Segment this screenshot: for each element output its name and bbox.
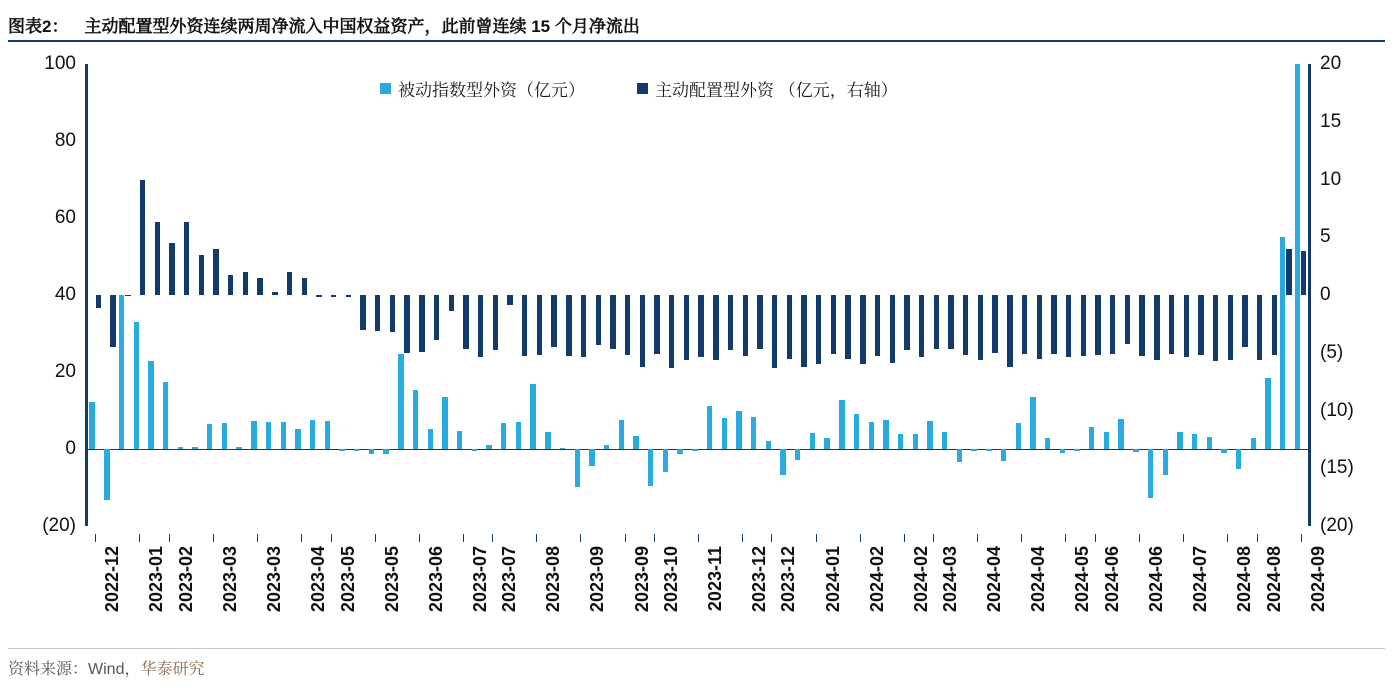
- bar-passive: [192, 447, 197, 449]
- bar-active: [493, 295, 498, 350]
- bar-passive: [457, 431, 462, 449]
- chart-legend: [380, 76, 898, 101]
- bar-active: [140, 180, 145, 296]
- bar-passive: [398, 354, 403, 449]
- right-axis-tick-label: (20): [1320, 515, 1354, 536]
- x-axis-tick: [771, 534, 772, 542]
- left-axis-tick-label: 60: [54, 207, 76, 228]
- bar-passive: [913, 434, 918, 449]
- bar-passive: [1045, 438, 1050, 449]
- bar-passive: [354, 449, 359, 451]
- bar-active: [566, 295, 571, 356]
- bar-passive: [325, 421, 330, 449]
- bar-passive: [1074, 449, 1079, 451]
- x-axis-tick-label: 2023-04: [308, 546, 329, 613]
- bar-active: [110, 295, 115, 347]
- bar-active: [96, 295, 101, 308]
- bar-active: [390, 295, 395, 332]
- x-axis-labels: [88, 534, 1328, 654]
- bar-passive: [575, 449, 580, 487]
- bar-active: [640, 295, 645, 367]
- bar-active: [375, 295, 380, 331]
- right-axis-tick-label: 20: [1320, 53, 1342, 74]
- bar-passive: [104, 449, 109, 500]
- bar-passive: [134, 322, 139, 449]
- x-axis-tick-label: 2024-04: [1028, 546, 1049, 613]
- bar-passive: [1118, 419, 1123, 449]
- bar-active: [360, 295, 365, 330]
- x-axis-tick-label: 2023-11: [705, 546, 725, 612]
- left-axis-tick-label: 100: [44, 53, 76, 74]
- x-axis-tick-label: 2023-07: [499, 546, 520, 613]
- bar-active: [787, 295, 792, 359]
- bar-passive: [516, 422, 521, 449]
- right-axis-tick-label: (10): [1320, 399, 1354, 421]
- source-brand: 华泰研究: [140, 661, 205, 678]
- bar-active: [272, 292, 277, 295]
- bar-active: [978, 295, 983, 360]
- x-axis-tick: [816, 534, 817, 542]
- bar-passive: [1001, 449, 1006, 461]
- bar-passive: [1265, 378, 1270, 449]
- plot-area: [42, 53, 1354, 536]
- bar-active: [596, 295, 601, 345]
- bar-passive: [751, 417, 756, 449]
- bar-active: [1154, 295, 1159, 360]
- bar-passive: [1280, 237, 1285, 449]
- x-axis-tick-label: 2023-03: [264, 546, 285, 613]
- bar-active: [963, 295, 968, 355]
- bar-passive: [1016, 423, 1021, 449]
- bar-passive: [677, 449, 682, 454]
- bar-active: [1037, 295, 1042, 359]
- bar-active: [551, 295, 556, 347]
- x-axis-tick-label: 2024-05: [1072, 546, 1093, 613]
- bar-passive: [1207, 437, 1212, 449]
- right-axis-line: [1308, 64, 1311, 526]
- bar-passive: [810, 433, 815, 449]
- bar-passive: [795, 449, 800, 460]
- bar-passive: [163, 382, 168, 449]
- bar-passive: [736, 411, 741, 449]
- x-axis-tick: [492, 534, 493, 542]
- bar-active: [419, 295, 424, 352]
- bar-passive: [1192, 434, 1197, 449]
- bar-active: [610, 295, 615, 349]
- bar-passive: [148, 361, 153, 449]
- bar-passive: [824, 438, 829, 449]
- x-axis-tick-label: 2024-02: [910, 546, 931, 613]
- bar-active: [449, 295, 454, 311]
- bar-passive: [927, 421, 932, 449]
- bar-active: [331, 295, 336, 297]
- bar-active: [831, 295, 836, 354]
- x-axis-tick-label: 2023-07: [469, 546, 490, 613]
- bar-active: [713, 295, 718, 360]
- bar-passive: [1089, 427, 1094, 449]
- bar-active: [1095, 295, 1100, 355]
- x-axis-tick: [213, 534, 214, 542]
- bar-active: [684, 295, 689, 360]
- bar-active: [302, 278, 307, 295]
- x-axis-tick-label: 2024-04: [984, 546, 1005, 613]
- bar-active: [919, 295, 924, 357]
- bar-active: [860, 295, 865, 364]
- bar-active: [669, 295, 674, 368]
- left-axis-tick-label: 80: [54, 130, 76, 151]
- bar-passive: [898, 434, 903, 449]
- bar-active: [581, 295, 586, 357]
- x-axis-tick: [654, 534, 655, 542]
- bar-active: [992, 295, 997, 353]
- x-axis-tick: [301, 534, 302, 542]
- x-axis-tick: [536, 534, 537, 542]
- x-axis-tick: [742, 534, 743, 542]
- bar-passive: [942, 432, 947, 449]
- bar-passive: [780, 449, 785, 475]
- figure-number: 图表2：: [8, 16, 69, 36]
- bar-passive: [1163, 449, 1168, 475]
- legend-label-active: 主动配置型外资 （亿元，右轴）: [655, 81, 898, 100]
- x-axis-tick-label: 2023-12: [749, 546, 770, 613]
- legend-swatch-icon-passive: [380, 83, 391, 94]
- bar-active: [507, 295, 512, 305]
- x-axis-tick-label: 2023-09: [631, 546, 652, 613]
- bar-active: [698, 295, 703, 357]
- x-axis-tick: [1227, 534, 1228, 542]
- x-axis-tick-label: 2023-01: [146, 546, 167, 613]
- x-axis-tick: [331, 534, 332, 542]
- bar-passive: [266, 422, 271, 449]
- x-axis-tick-label: 2023-08: [543, 546, 564, 613]
- bar-active: [625, 295, 630, 355]
- right-axis-tick-label: (5): [1320, 341, 1344, 363]
- bar-active: [948, 295, 953, 349]
- x-axis-tick: [904, 534, 905, 542]
- bar-passive: [1295, 64, 1300, 449]
- bar-passive: [604, 445, 609, 449]
- bar-active: [934, 295, 939, 349]
- legend-item-active: [637, 76, 898, 101]
- x-axis-tick-label: 2022-12: [102, 546, 123, 613]
- page-title: 主动配置型外资连续两周净流入中国权益资产，此前曾连续 15 个月净流出: [84, 16, 640, 36]
- bar-passive: [589, 449, 594, 466]
- right-axis-tick-label: 15: [1320, 110, 1342, 132]
- bar-active: [1198, 295, 1203, 355]
- bar-active: [757, 295, 762, 349]
- bar-passive: [1148, 449, 1153, 498]
- bar-active: [404, 295, 409, 353]
- x-axis-tick-label: 2024-06: [1145, 546, 1166, 613]
- x-axis-tick: [1257, 534, 1258, 542]
- chart-title-bar: [8, 8, 1385, 42]
- bar-active: [1228, 295, 1233, 360]
- bar-active: [478, 295, 483, 357]
- bar-passive: [854, 414, 859, 449]
- bar-passive: [295, 429, 300, 449]
- bar-active: [243, 272, 248, 295]
- x-axis-tick: [169, 534, 170, 542]
- bar-passive: [442, 397, 447, 449]
- x-axis-tick-label: 2023-10: [660, 546, 681, 613]
- bar-active: [743, 295, 748, 356]
- bar-active: [316, 295, 321, 297]
- bar-active: [654, 295, 659, 354]
- x-axis-tick-label: 2024-07: [1190, 546, 1211, 613]
- bar-passive: [545, 432, 550, 449]
- x-axis-tick: [1021, 534, 1022, 542]
- bar-active: [801, 295, 806, 367]
- source-value: Wind，: [88, 661, 141, 678]
- bar-active: [537, 295, 542, 355]
- bar-active: [772, 295, 777, 368]
- bar-passive: [222, 423, 227, 449]
- x-axis-tick-label: 2023-06: [425, 546, 446, 613]
- x-axis-tick-label: 2024-08: [1234, 546, 1255, 613]
- x-axis-tick-label: 2023-05: [381, 546, 402, 613]
- bar-passive: [89, 402, 94, 449]
- bar-passive: [986, 449, 991, 451]
- bar-active: [1051, 295, 1056, 354]
- bar-active: [1081, 295, 1086, 356]
- bar-passive: [883, 420, 888, 449]
- x-axis-tick: [698, 534, 699, 542]
- bar-active: [1125, 295, 1130, 344]
- bar-active: [228, 275, 233, 295]
- bar-active: [816, 295, 821, 364]
- bar-active: [1022, 295, 1027, 354]
- legend-swatch-icon-active: [637, 83, 648, 94]
- bar-passive: [501, 423, 506, 449]
- right-axis-tick-label: 10: [1320, 168, 1342, 190]
- bar-passive: [310, 420, 315, 449]
- bar-active: [1242, 295, 1247, 347]
- bar-active: [125, 295, 130, 297]
- bar-passive: [119, 295, 124, 449]
- source-note: [8, 656, 205, 679]
- bar-active: [287, 272, 292, 295]
- bar-active: [1184, 295, 1189, 357]
- bar-active: [213, 249, 218, 295]
- x-axis-tick-label: 2024-06: [1101, 546, 1122, 613]
- right-axis-tick-label: (15): [1320, 457, 1354, 479]
- bar-passive: [1221, 449, 1226, 453]
- source-prefix: 资料来源：: [8, 661, 89, 678]
- bar-passive: [957, 449, 962, 462]
- bars-layer: [88, 64, 1308, 526]
- bar-active: [1169, 295, 1174, 354]
- bar-passive: [207, 424, 212, 449]
- x-axis-tick-label: 2023-03: [219, 546, 240, 613]
- x-axis-tick: [419, 534, 420, 542]
- bar-active: [875, 295, 880, 356]
- x-axis-tick: [860, 534, 861, 542]
- x-axis-tick-label: 2023-05: [337, 546, 358, 613]
- bar-active: [257, 278, 262, 295]
- x-axis-tick: [933, 534, 934, 542]
- legend-label-passive: 被动指数型外资（亿元）: [398, 81, 585, 100]
- bar-active: [522, 295, 527, 356]
- bar-passive: [1177, 432, 1182, 449]
- bar-passive: [530, 384, 535, 449]
- x-axis-tick: [1139, 534, 1140, 542]
- bar-active: [169, 243, 174, 295]
- bar-active: [184, 222, 189, 295]
- bar-active: [1007, 295, 1012, 367]
- bar-passive: [369, 449, 374, 454]
- bar-passive: [1133, 449, 1138, 452]
- bar-passive: [1060, 449, 1065, 453]
- left-axis-tick-label: (20): [42, 515, 76, 536]
- bar-active: [904, 295, 909, 350]
- bar-passive: [971, 449, 976, 451]
- bar-passive: [766, 441, 771, 449]
- bar-passive: [281, 422, 286, 449]
- bar-active: [346, 295, 351, 297]
- x-axis-tick-label: 2024-09: [1307, 546, 1328, 613]
- left-axis-tick-label: 0: [65, 438, 76, 459]
- x-axis-tick: [257, 534, 258, 542]
- x-axis-tick: [625, 534, 626, 542]
- bar-passive: [648, 449, 653, 486]
- source-divider: [8, 648, 1385, 649]
- x-axis-tick: [1095, 534, 1096, 542]
- bar-passive: [1104, 432, 1109, 449]
- x-axis-tick-label: 2023-02: [175, 546, 196, 613]
- x-axis-tick: [580, 534, 581, 542]
- bar-active: [199, 255, 204, 295]
- x-axis-tick: [95, 534, 96, 542]
- bar-active: [463, 295, 468, 349]
- bar-passive: [1236, 449, 1241, 469]
- bar-passive: [633, 436, 638, 449]
- bar-passive: [339, 449, 344, 451]
- x-axis-tick: [1183, 534, 1184, 542]
- bar-passive: [707, 406, 712, 449]
- bar-active: [1272, 295, 1277, 355]
- x-axis-tick: [977, 534, 978, 542]
- x-axis-tick: [463, 534, 464, 542]
- bar-active: [1286, 249, 1291, 295]
- bar-passive: [722, 418, 727, 449]
- bar-active: [1213, 295, 1218, 361]
- right-axis-tick-label: 5: [1320, 226, 1331, 248]
- bar-passive: [486, 445, 491, 449]
- bar-passive: [1030, 397, 1035, 449]
- bar-passive: [236, 447, 241, 449]
- bar-active: [1257, 295, 1262, 360]
- right-axis-tick-label: 0: [1320, 284, 1331, 305]
- bar-passive: [251, 421, 256, 449]
- bar-passive: [428, 429, 433, 449]
- bar-active: [1301, 251, 1306, 295]
- bar-active: [1110, 295, 1115, 354]
- bar-active: [1066, 295, 1071, 357]
- bar-passive: [383, 449, 388, 454]
- bar-active: [890, 295, 895, 363]
- x-axis-tick-label: 2024-01: [822, 546, 843, 613]
- x-axis-tick-label: 2024-03: [940, 546, 961, 613]
- bar-passive: [178, 447, 183, 449]
- bar-passive: [560, 448, 565, 450]
- left-axis-tick-label: 40: [54, 284, 76, 305]
- x-axis-tick-label: 2023-09: [587, 546, 608, 613]
- bar-active: [845, 295, 850, 359]
- x-axis-tick-label: 2024-08: [1263, 546, 1284, 613]
- bar-active: [434, 295, 439, 340]
- bar-passive: [663, 449, 668, 472]
- x-axis-tick-label: 2023-12: [778, 546, 799, 613]
- bar-passive: [1251, 438, 1256, 449]
- bar-active: [155, 222, 160, 295]
- x-axis-tick: [1301, 534, 1302, 542]
- left-axis-tick-label: 20: [54, 361, 76, 382]
- bar-passive: [692, 449, 697, 451]
- bar-active: [1139, 295, 1144, 356]
- bar-passive: [839, 400, 844, 449]
- x-axis-tick: [375, 534, 376, 542]
- bar-passive: [619, 420, 624, 449]
- bar-passive: [472, 449, 477, 451]
- x-axis-tick: [139, 534, 140, 542]
- x-axis-tick: [1065, 534, 1066, 542]
- bar-passive: [869, 422, 874, 449]
- legend-item-passive: [380, 76, 585, 101]
- bar-passive: [413, 390, 418, 449]
- x-axis-tick-label: 2024-02: [866, 546, 887, 613]
- bar-active: [728, 295, 733, 350]
